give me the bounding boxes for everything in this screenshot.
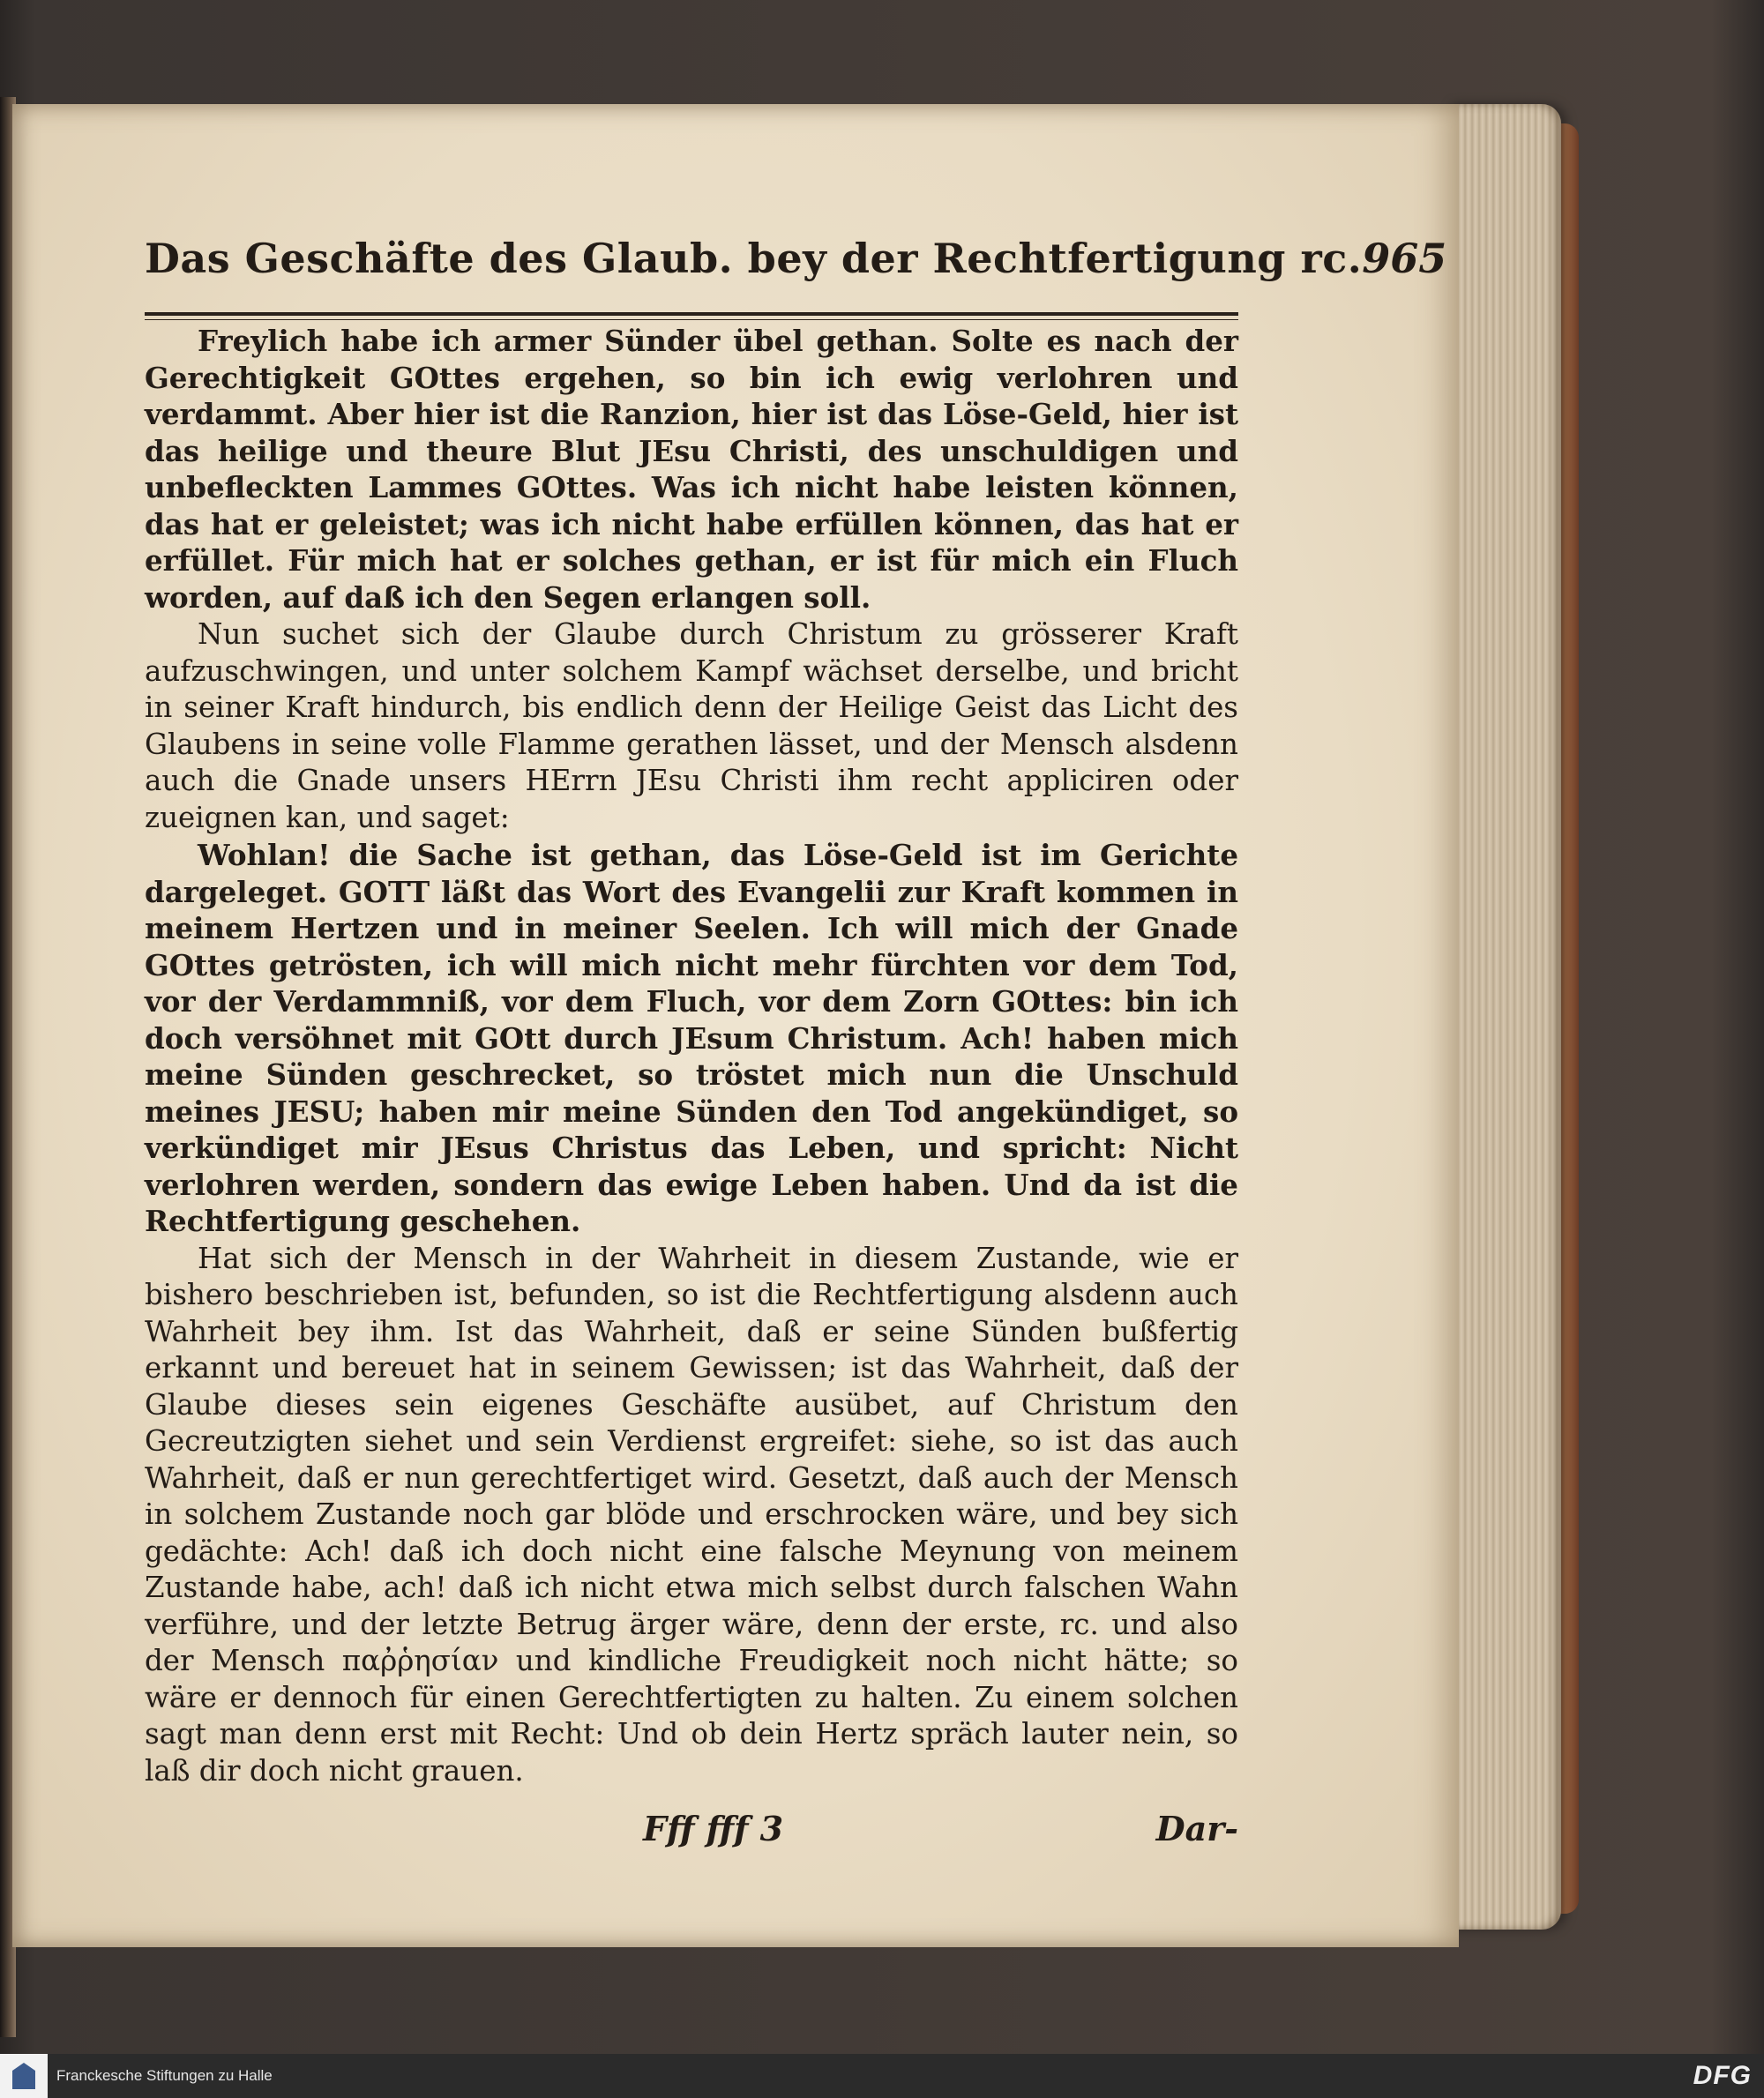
paragraph-2: Nun suchet sich der Glaube durch Christum zu grösserer Kraft aufzuschwingen, und unter solchem Kampf wächset derselbe, und bricht in seiner Kraft hindurch, bis endlich denn der Heilige Geist das Licht des Glaubens in seine volle Flamme gerathen lässet, und der Mensch alsdenn auch die Gnade unsers HErrn JEsu Christi ihm recht appliciren oder zueignen kan, und saget: <box>145 617 1238 834</box>
running-head <box>145 235 1447 309</box>
book-page <box>12 104 1459 1947</box>
body-text <box>145 323 1238 1789</box>
catchword: Dar- <box>1155 1809 1238 1848</box>
page-block-edges <box>1446 104 1561 1930</box>
dfg-logo[interactable]: DFG <box>1693 2061 1752 2090</box>
page-content <box>145 235 1447 1848</box>
paragraph-3: Wohlan! die Sache ist gethan, das Löse-Geld ist im Gerichte dargeleget. GOTT läßt das Wort des Evangelii zur Kraft kommen in meinem Hertzen und in meiner Seelen. Ich will mich der Gnade GOttes getrösten, ich will mich nicht mehr fürchten vor dem Tod, vor der Verdammniß, vor dem Fluch, vor dem Zorn GOttes: bin ich doch versöhnet mit GOtt durch JEsum Christum. Ach! haben mich meine Sünden geschrecket, so tröstet mich nun die Unschuld meines JESU; haben mir meine Sünden den Tod angekündiget, so verkündiget mir JEsus Christus das Leben, und spricht: Nicht verlohren werden, sondern das ewige Leben haben. Und da ist die Rechtfertigung geschehen. <box>145 838 1238 1238</box>
institution-name[interactable]: Franckesche Stiftungen zu Halle <box>56 2067 273 2084</box>
running-title: Das Geschäfte des Glaub. bey der Rechtfertigung rc. <box>145 235 1363 282</box>
attribution-bar <box>0 2054 1764 2098</box>
header-rule <box>145 312 1238 316</box>
page-footer <box>145 1809 1238 1848</box>
page-number: 965 <box>1362 235 1447 282</box>
paragraph-1: Freylich habe ich armer Sünder übel gethan. Solte es nach der Gerechtigkeit GOttes ergehen, so bin ich ewig verlohren und verdammt. Aber hier ist die Ranzion, hier ist das Löse-Geld, hier ist das heilige und theure Blut JEsu Christi, des unschuldigen und unbefleckten Lammes GOttes. Was ich nicht habe leisten können, das hat er geleistet; was ich nicht habe erfüllen können, das hat er erfüllet. Für mich hat er solches gethan, er ist für mich ein Fluch worden, auf daß ich den Segen erlangen soll. <box>145 324 1238 615</box>
institution-logo-icon[interactable] <box>0 2054 48 2098</box>
signature-mark: Fff fff 3 <box>643 1809 784 1848</box>
paragraph-4: Hat sich der Mensch in der Wahrheit in diesem Zustande, wie er bishero beschrieben ist, befunden, so ist die Rechtfertigung alsdenn auch Wahrheit bey ihm. Ist das Wahrheit, daß er seine Sünden bußfertig erkannt und bereuet hat in seinem Gewissen; ist das Wahrheit, daß der Glaube dieses sein eigenes Geschäfte ausübet, auf Christum den Gecreutzigten siehet und sein Verdienst ergreifet: siehe, so ist das auch Wahrheit, daß er nun gerechtfertiget wird. Gesetzt, daß auch der Mensch in solchem Zustande noch gar blöde und erschrocken wäre, und bey sich gedächte: Ach! daß ich doch nicht eine falsche Meynung von meinem Zustande habe, ach! daß ich nicht etwa mich selbst durch falschen Wahn verführe, und der letzte Betrug ärger wäre, denn der erste, rc. und also der Mensch παῤῥησίαν und kindliche Freudigkeit noch nicht hätte; so wäre er dennoch für einen Gerechtfertigten zu halten. Zu einem solchen sagt man denn erst mit Recht: Und ob dein Hertz spräch lauter nein, so laß dir doch nicht grauen. <box>145 1241 1238 1788</box>
